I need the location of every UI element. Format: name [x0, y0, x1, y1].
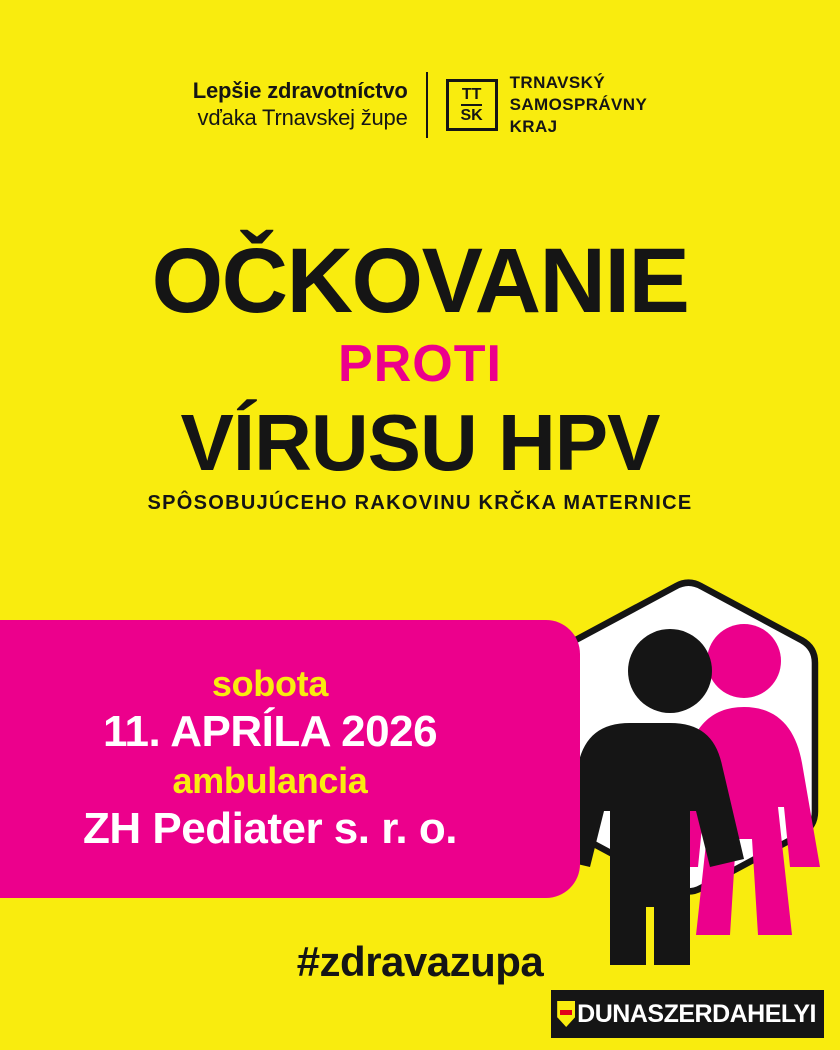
town-logo: [551, 990, 824, 1038]
title-caption: SPÔSOBUJÚCEHO RAKOVINU KRČKA MATERNICE: [147, 491, 693, 514]
ttsk-logo-word-1: TRNAVSKÝ: [509, 73, 606, 92]
header-slogan-line-1: Lepšie zdravotníctvo: [192, 78, 408, 104]
event-info-panel: [0, 620, 580, 898]
coat-of-arms-icon: [557, 1001, 575, 1027]
two-people-pictogram-icon: [548, 565, 840, 965]
event-place-name: ZH Pediater s. r. o.: [83, 804, 457, 854]
ttsk-logo-mark-icon: [446, 79, 498, 131]
ttsk-logo-mark-sk: SK: [460, 106, 483, 124]
ttsk-logo-word-2: SAMOSPRÁVNY: [509, 95, 648, 115]
header-slogan-line-2: vďaka Trnavskej župe: [197, 105, 408, 131]
event-date: 11. APRÍLA 2026: [102, 707, 438, 757]
poster-title-block: [0, 230, 840, 515]
title-subject: VÍRUSU HPV: [180, 398, 660, 488]
ttsk-logo-word-3: KRAJ: [509, 117, 558, 137]
page-title: OČKOVANIE: [151, 230, 689, 332]
header-slogan: [193, 78, 426, 132]
town-logo-text: DUNASZERDAHELYI: [577, 999, 816, 1028]
campaign-hashtag: #zdravazupa: [296, 938, 544, 985]
ttsk-logo-mark-tt: TT: [461, 87, 483, 106]
event-info-content: [0, 620, 540, 898]
event-place-label: ambulancia: [172, 760, 368, 801]
event-day: sobota: [211, 663, 329, 705]
ttsk-logo: [428, 72, 648, 138]
poster-header: [0, 72, 840, 138]
title-against-word: PROTI: [338, 335, 502, 393]
ttsk-logo-wordmark: [498, 72, 648, 138]
